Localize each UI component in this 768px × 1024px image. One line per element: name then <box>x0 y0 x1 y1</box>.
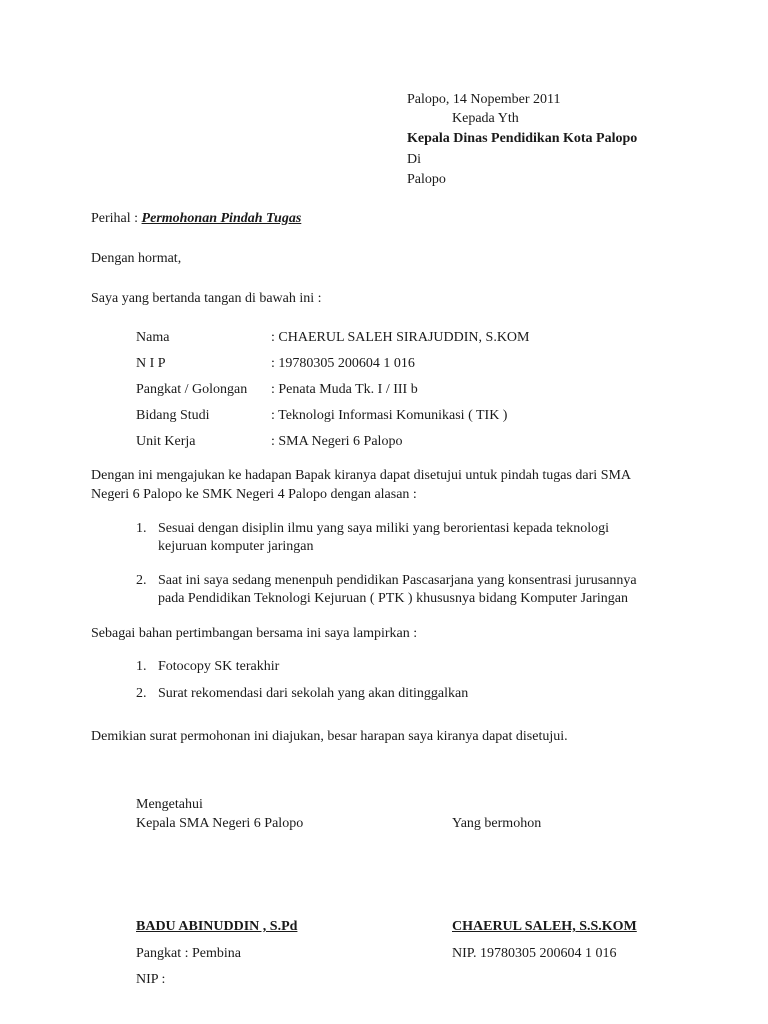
salutation: Dengan hormat, <box>91 251 182 266</box>
request-line-2: Negeri 6 Palopo ke SMK Negeri 4 Palopo dengan alasan : <box>91 487 417 502</box>
request-line-1: Dengan ini mengajukan ke hadapan Bapak kiranya dapat disetujui untuk pindah tugas dari SMA <box>91 468 632 483</box>
identity-label: N I P <box>136 356 166 371</box>
signatory-nip: NIP. 19780305 200604 1 016 <box>452 946 617 961</box>
list-text: Fotocopy SK terakhir <box>158 659 280 674</box>
signature-heading: Yang bermohon <box>452 816 542 831</box>
list-text: kejuruan komputer jaringan <box>158 539 314 554</box>
subject-text: Permohonan Pindah Tugas <box>141 211 302 226</box>
identity-label: Nama <box>136 330 170 345</box>
recipient-city: Palopo <box>407 172 446 187</box>
intro-text: Saya yang bertanda tangan di bawah ini : <box>91 291 322 306</box>
list-text: pada Pendidikan Teknologi Kejuruan ( PTK ) khususnya bidang Komputer Jaringan <box>158 591 629 606</box>
identity-value: : 19780305 200604 1 016 <box>271 356 415 371</box>
identity-value: : Teknologi Informasi Komunikasi ( TIK ) <box>271 408 508 423</box>
attachments-intro: Sebagai bahan pertimbangan bersama ini saya lampirkan : <box>91 626 418 641</box>
list-text: Saat ini saya sedang menenpuh pendidikan Pascasarjana yang konsentrasi jurusannya <box>158 573 637 588</box>
identity-value: : Penata Muda Tk. I / III b <box>271 382 418 397</box>
signature-position: Kepala SMA Negeri 6 Palopo <box>136 816 304 831</box>
list-text: Surat rekomendasi dari sekolah yang akan ditinggalkan <box>158 686 469 701</box>
list-text: Sesuai dengan disiplin ilmu yang saya miliki yang berorientasi kepada teknologi <box>158 521 610 536</box>
identity-label: Pangkat / Golongan <box>136 382 248 397</box>
identity-value: : SMA Negeri 6 Palopo <box>271 434 403 449</box>
list-number: 2. <box>136 573 147 588</box>
identity-value: : CHAERUL SALEH SIRAJUDDIN, S.KOM <box>271 330 530 345</box>
list-number: 2. <box>136 686 147 701</box>
signatory-nip: NIP : <box>136 972 166 987</box>
letter-date: Palopo, 14 Nopember 2011 <box>407 92 561 107</box>
closing-text: Demikian surat permohonan ini diajukan, besar harapan saya kiranya dapat disetujui. <box>91 729 568 744</box>
identity-label: Bidang Studi <box>136 408 210 423</box>
subject-line <box>91 210 301 228</box>
signatory-name: CHAERUL SALEH, S.S.KOM <box>452 919 637 934</box>
subject-label: Perihal : <box>91 211 139 226</box>
addressee-greeting: Kepada Yth <box>452 111 519 126</box>
signature-heading: Mengetahui <box>136 797 203 812</box>
list-number: 1. <box>136 659 147 674</box>
recipient-title: Kepala Dinas Pendidikan Kota Palopo <box>407 131 638 146</box>
signatory-name: BADU ABINUDDIN , S.Pd <box>136 919 298 934</box>
identity-label: Unit Kerja <box>136 434 196 449</box>
signatory-rank: Pangkat : Pembina <box>136 946 241 961</box>
list-number: 1. <box>136 521 147 536</box>
recipient-di: Di <box>407 152 421 167</box>
